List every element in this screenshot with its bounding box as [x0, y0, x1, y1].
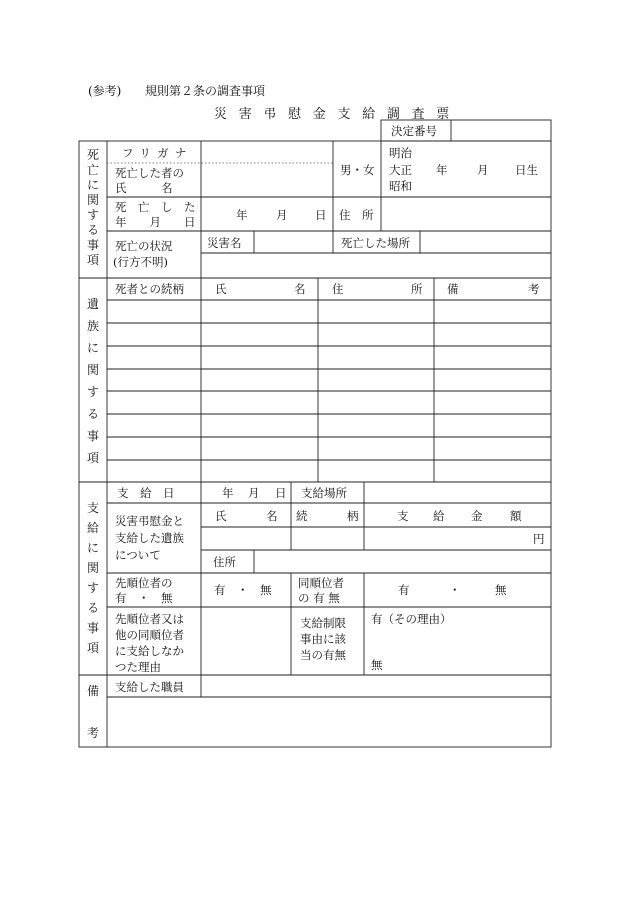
payment-month-unit: 月: [248, 486, 260, 500]
same-rank-dot: ・: [449, 583, 461, 597]
deceased-name-label-1: 死亡した者の: [115, 166, 184, 180]
era-taisho: 大正: [389, 163, 412, 177]
birth-year-unit: 年: [436, 163, 448, 177]
family-header-relation: 死者との続柄: [115, 282, 184, 296]
same-rank-label-1: 同順位者: [298, 576, 344, 590]
death-month-unit: 月: [276, 208, 288, 222]
restriction-yes-reason[interactable]: 有（その理由）: [371, 612, 452, 626]
recipient-relation-header-1: 続: [296, 509, 308, 523]
reason-label-3: に支給しなか: [115, 644, 184, 658]
bereaved-label-3: について: [115, 548, 161, 562]
disaster-name-field[interactable]: [255, 232, 332, 252]
decision-number-label: 決定番号: [391, 124, 437, 138]
reason-field[interactable]: [202, 608, 290, 674]
amount-header-3: 金: [471, 509, 483, 523]
death-day-unit: 日: [315, 208, 327, 222]
death-place-label: 死亡した場所: [341, 236, 410, 250]
family-header-address-1: 住: [332, 282, 344, 296]
recipient-relation-header-2: 柄: [347, 509, 359, 523]
section-remarks-label: 備: [86, 684, 99, 698]
deceased-name-field[interactable]: [202, 142, 332, 196]
recipient-name-header-1: 氏: [215, 509, 227, 523]
death-address-label: 住 所: [339, 208, 374, 222]
reference-label: (参考): [88, 84, 122, 98]
same-rank-no[interactable]: 無: [495, 583, 507, 597]
death-address-field[interactable]: [382, 198, 550, 230]
amount-header-4: 額: [510, 509, 522, 523]
payment-place-field[interactable]: [365, 483, 550, 502]
sex-option[interactable]: 男・女: [340, 163, 375, 177]
amount-header-1: 支: [397, 509, 409, 523]
death-place-field[interactable]: [421, 232, 550, 252]
rule-reference: 規則第２条の調査事項: [145, 84, 266, 98]
family-header-name-1: 氏: [215, 282, 227, 296]
era-showa: 昭和: [389, 179, 412, 193]
section-family-label: 遺 族 に 関 す る 事 項: [86, 297, 99, 465]
family-header-remarks-2: 考: [528, 282, 540, 296]
furigana-label: フリガナ: [122, 146, 193, 160]
recipient-relation-field[interactable]: [292, 528, 363, 549]
birth-day-unit: 日生: [515, 163, 538, 177]
birth-month-unit: 月: [477, 163, 489, 177]
payment-day-unit: 日: [275, 486, 287, 500]
restriction-label-3: 当の有無: [300, 648, 346, 662]
same-rank-yes[interactable]: 有: [398, 583, 410, 597]
payment-year-unit: 年: [222, 486, 234, 500]
reason-label-2: 他の同順位者: [115, 628, 184, 642]
same-rank-label-2: の 有 無: [298, 591, 340, 605]
form-title: 災害弔慰金支給調査票: [214, 107, 462, 122]
restriction-no[interactable]: 無: [371, 658, 383, 672]
recipient-name-field[interactable]: [202, 528, 290, 549]
restriction-label-2: 事由に該: [300, 632, 346, 646]
restriction-label-1: 支給制限: [300, 616, 346, 630]
recipient-address-label: 住所: [213, 555, 236, 569]
prior-rank-label-1: 先順位者の: [115, 576, 173, 590]
death-date-label-1: 死 亡 し た: [115, 200, 196, 214]
situation-label-1: 死亡の状況: [115, 239, 173, 253]
bereaved-label-2: 支給した遺族: [115, 531, 184, 545]
payment-date-label: 支 給 日: [117, 486, 175, 500]
family-header-address-2: 所: [411, 282, 423, 296]
remarks-field[interactable]: [108, 698, 550, 746]
section-remarks-label-2: 考: [86, 726, 99, 740]
section-payment-label: 支 給 に 関 す る 事 項: [86, 501, 99, 655]
family-header-remarks-1: 備: [447, 282, 459, 296]
situation-label-2: (行方不明): [113, 255, 168, 269]
amount-field[interactable]: [365, 528, 550, 549]
death-year-unit: 年: [236, 208, 248, 222]
yen-unit: 円: [533, 532, 545, 546]
death-date-label-2: 年 月 日: [115, 215, 196, 229]
era-meiji: 明治: [389, 146, 412, 160]
disaster-name-label: 災害名: [207, 236, 242, 250]
recipient-name-header-2: 名: [266, 509, 278, 523]
section-death-label: 死 亡 に 関 す る 事 項: [86, 148, 99, 267]
prior-rank-label-2: 有 ・ 無: [115, 591, 173, 605]
family-header-name-2: 名: [294, 282, 306, 296]
paying-staff-label: 支給した職員: [115, 680, 184, 694]
amount-header-2: 給: [433, 509, 445, 523]
reason-label-4: つた理由: [115, 660, 161, 674]
reason-label-1: 先順位者又は: [115, 612, 184, 626]
payment-place-label: 支給場所: [301, 486, 347, 500]
deceased-name-label-2: 氏 名: [115, 181, 173, 195]
decision-number-field[interactable]: [452, 121, 550, 140]
recipient-address-field[interactable]: [255, 551, 550, 572]
bereaved-label-1: 災害弔慰金と: [115, 514, 184, 528]
paying-staff-field[interactable]: [202, 676, 550, 696]
prior-rank-yesno[interactable]: 有 ・ 無: [214, 583, 272, 597]
